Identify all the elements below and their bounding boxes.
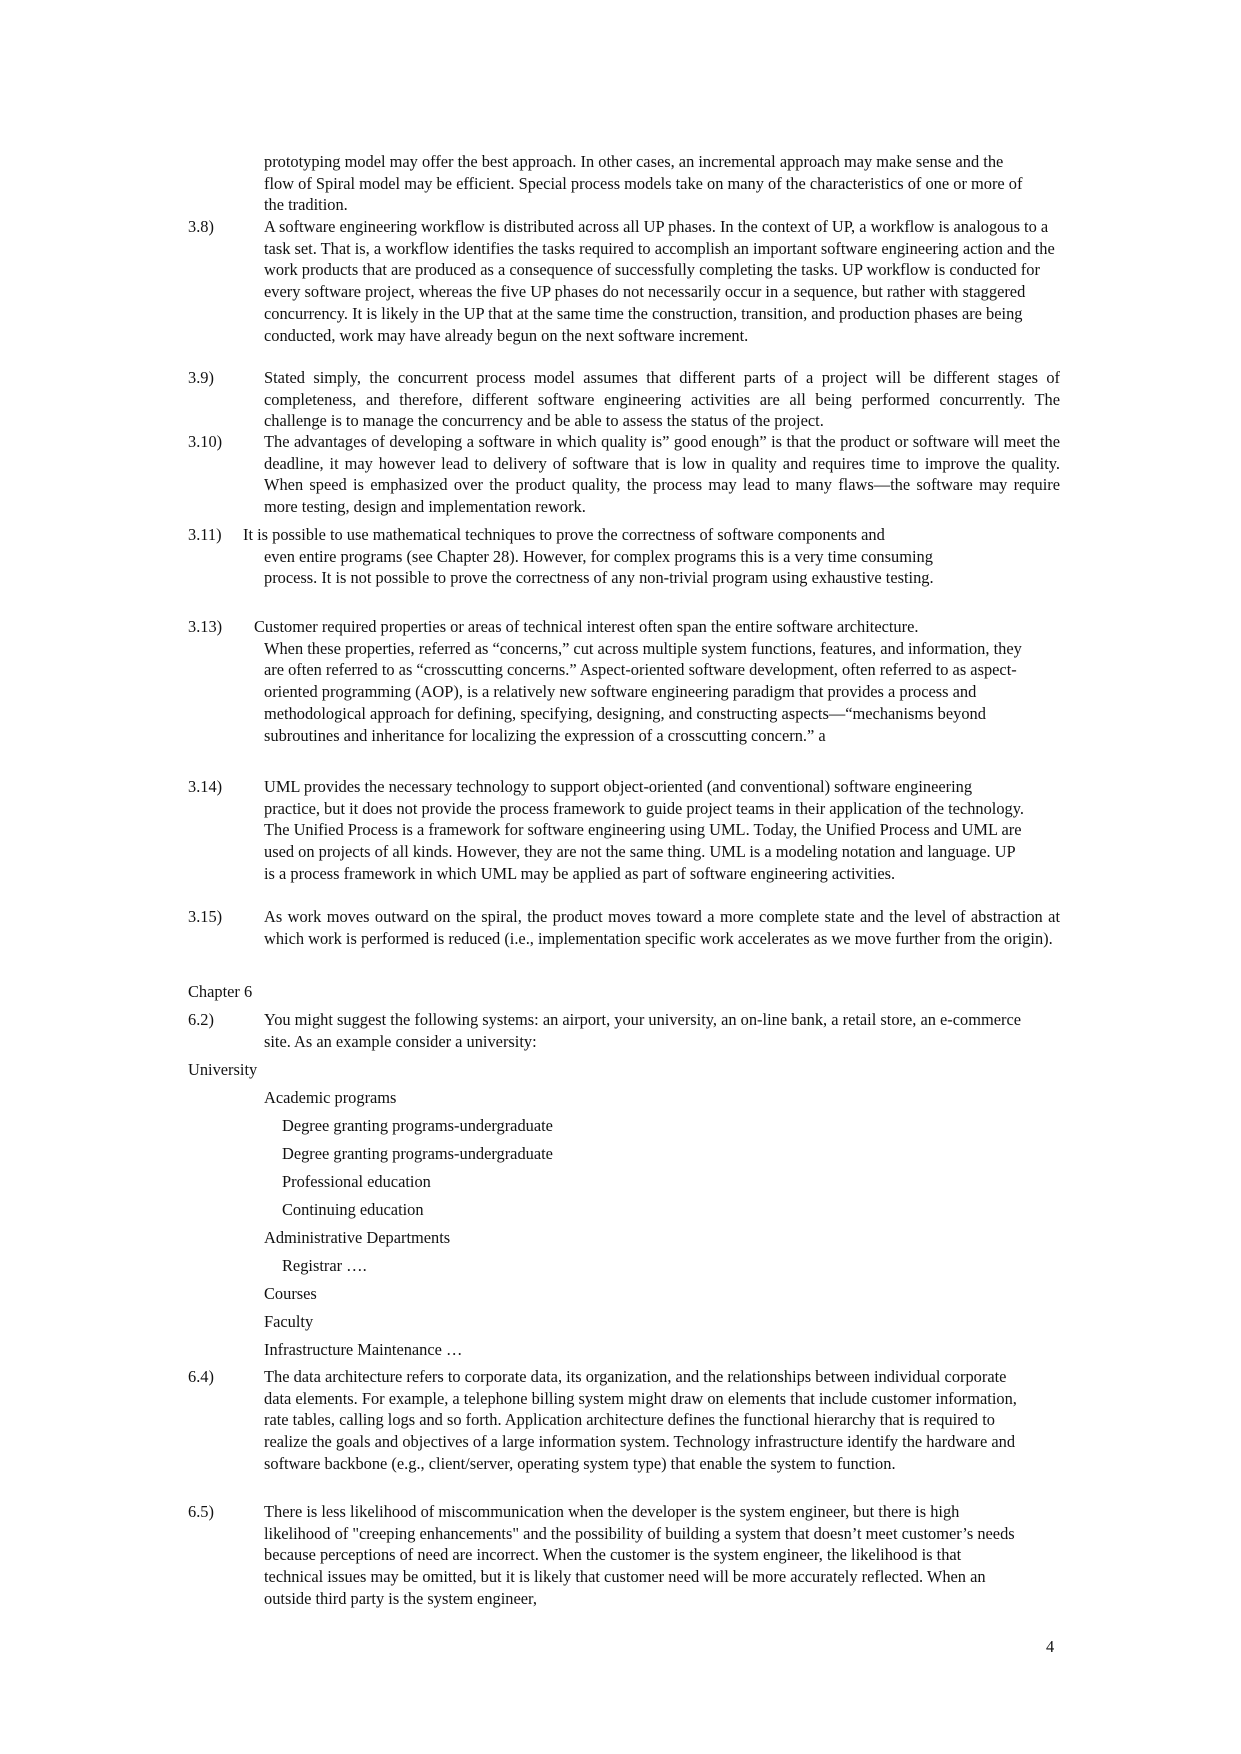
university-label: University <box>188 1060 258 1079</box>
outline-subitem: Continuing education <box>282 1200 424 1219</box>
answer-text: You might suggest the following systems: an airport, your university, an on-line bank, a retail store, an e-commerce site. As an example consider a university: <box>264 1010 1021 1051</box>
answer-text: Stated simply, the concurrent process model assumes that different parts of a project will be different stages of completeness, and therefore, different software engineering activities are all being performed concurrently. The challenge is to manage the concurrency and be able to assess the status of the project. <box>264 368 1060 431</box>
answer-6-2 <box>188 1009 1060 1052</box>
answer-text: even entire programs (see Chapter 28). However, for complex programs this is a very time consuming process. It is not possible to prove the correctness of any non-trivial program using exhaustive testing. <box>264 546 934 588</box>
outline-item: Academic programs <box>264 1088 397 1107</box>
answer-6-5 <box>188 1501 1060 1610</box>
answer-number: 6.2) <box>188 1010 214 1029</box>
outline-item: Administrative Departments <box>264 1228 451 1247</box>
chapter-heading: Chapter 6 <box>188 982 253 1001</box>
answer-text: The data architecture refers to corporate data, its organization, and the relationships between individual corporate data elements. For example, a telephone billing system might draw on elements that include customer information, rate tables, calling logs and so forth. Application architecture defines the functional hierarchy that is required to realize the goals and objectives of a large information system. Technology infrastructure identify the hardware and software backbone (e.g., client/server, operating system type) that enable the system to function. <box>264 1367 1017 1473</box>
outline-subitem: Degree granting programs-undergraduate <box>282 1144 553 1163</box>
outline-item: Faculty <box>264 1312 314 1331</box>
intro-continuation <box>264 151 1024 216</box>
answer-text: A software engineering workflow is distributed across all UP phases. In the context of UP, a workflow is analogous to a task set. That is, a workflow identifies the tasks required to accomplish an important software engineering action and the work products that are produced as a consequence of successfully completing the tasks. UP workflow is conducted for every software project, whereas the five UP phases do not necessarily occur in a sequence, but rather with staggered concurrency. It is likely in the UP that at the same time the construction, transition, and production phases are being conducted, work may have already begun on the next software increment. <box>264 217 1055 345</box>
answer-text: When these properties, referred as “concerns,” cut across multiple system functions, features, and information, they are often referred to as “crosscutting concerns.” Aspect-oriented software development, often referred to as aspect-oriented programming (AOP), is a relatively new software engineering paradigm that provides a process and methodological approach for defining, specifying, designing, and constructing aspects—“mechanisms beyond subroutines and inheritance for localizing the expression of a crosscutting concern.” a <box>264 638 1022 745</box>
answer-3-9 <box>188 367 1060 432</box>
answer-number: 3.10) <box>188 432 223 451</box>
answer-text: The advantages of developing a software in which quality is” good enough” is that the product or software will meet the deadline, it may however lead to delivery of software that is low in quality and requires time to improve the quality. When speed is emphasized over the product quality, the process may lead to many flaws—the software may require more testing, design and implementation rework. <box>264 432 1060 517</box>
answer-number: 3.11) <box>188 525 222 544</box>
outline-subitem: Degree granting programs-undergraduate <box>282 1116 553 1135</box>
answer-number: 3.9) <box>188 368 214 387</box>
answer-number: 6.4) <box>188 1367 214 1386</box>
answer-text: As work moves outward on the spiral, the product moves toward a more complete state and the level of abstraction at which work is performed is reduced (i.e., implementation specific work accelerates as we move further from the origin). <box>264 907 1060 948</box>
answer-text: There is less likelihood of miscommunication when the developer is the system engineer, but there is high likelihood of "creeping enhancements" and the possibility of building a system that doesn’t meet customer’s needs because perceptions of need are incorrect. When the customer is the system engineer, the likelihood is that technical issues may be omitted, but it is likely that customer need will be more accurately reflected. When an outside third party is the system engineer, <box>264 1502 1015 1608</box>
intro-continuation-text: prototyping model may offer the best approach. In other cases, an incremental approach may make sense and the flow of Spiral model may be efficient. Special process models take on many of the characteristics of one or more of the tradition. <box>264 152 1023 215</box>
outline-item: Courses <box>264 1284 317 1303</box>
answer-6-4 <box>188 1366 1060 1475</box>
answer-number: 6.5) <box>188 1502 214 1521</box>
answer-3-11 <box>188 524 1060 589</box>
answer-first-line: Customer required properties or areas of technical interest often span the entire software architecture. <box>254 617 919 636</box>
answer-3-10 <box>188 431 1060 518</box>
answer-3-14 <box>188 776 1060 885</box>
answer-number: 3.13) <box>188 617 223 636</box>
answer-3-15 <box>188 906 1060 949</box>
outline-subitem: Registrar …. <box>282 1256 367 1275</box>
outline-item: Infrastructure Maintenance … <box>264 1340 463 1359</box>
page-number: 4 <box>1046 1637 1055 1656</box>
answer-3-13 <box>188 616 1060 746</box>
answer-number: 3.8) <box>188 217 214 236</box>
answer-text: UML provides the necessary technology to support object-oriented (and conventional) software engineering practice, but it does not provide the process framework to guide project teams in their application of the technology. The Unified Process is a framework for software engineering using UML. Today, the Unified Process and UML are used on projects of all kinds. However, they are not the same thing. UML is a modeling notation and language. UP is a process framework in which UML may be applied as part of software engineering activities. <box>264 777 1024 883</box>
answer-first-line: It is possible to use mathematical techniques to prove the correctness of software components and <box>243 525 885 544</box>
answer-number: 3.15) <box>188 907 223 926</box>
outline-subitem: Professional education <box>282 1172 431 1191</box>
answer-number: 3.14) <box>188 777 223 796</box>
answer-3-8 <box>188 216 1060 346</box>
